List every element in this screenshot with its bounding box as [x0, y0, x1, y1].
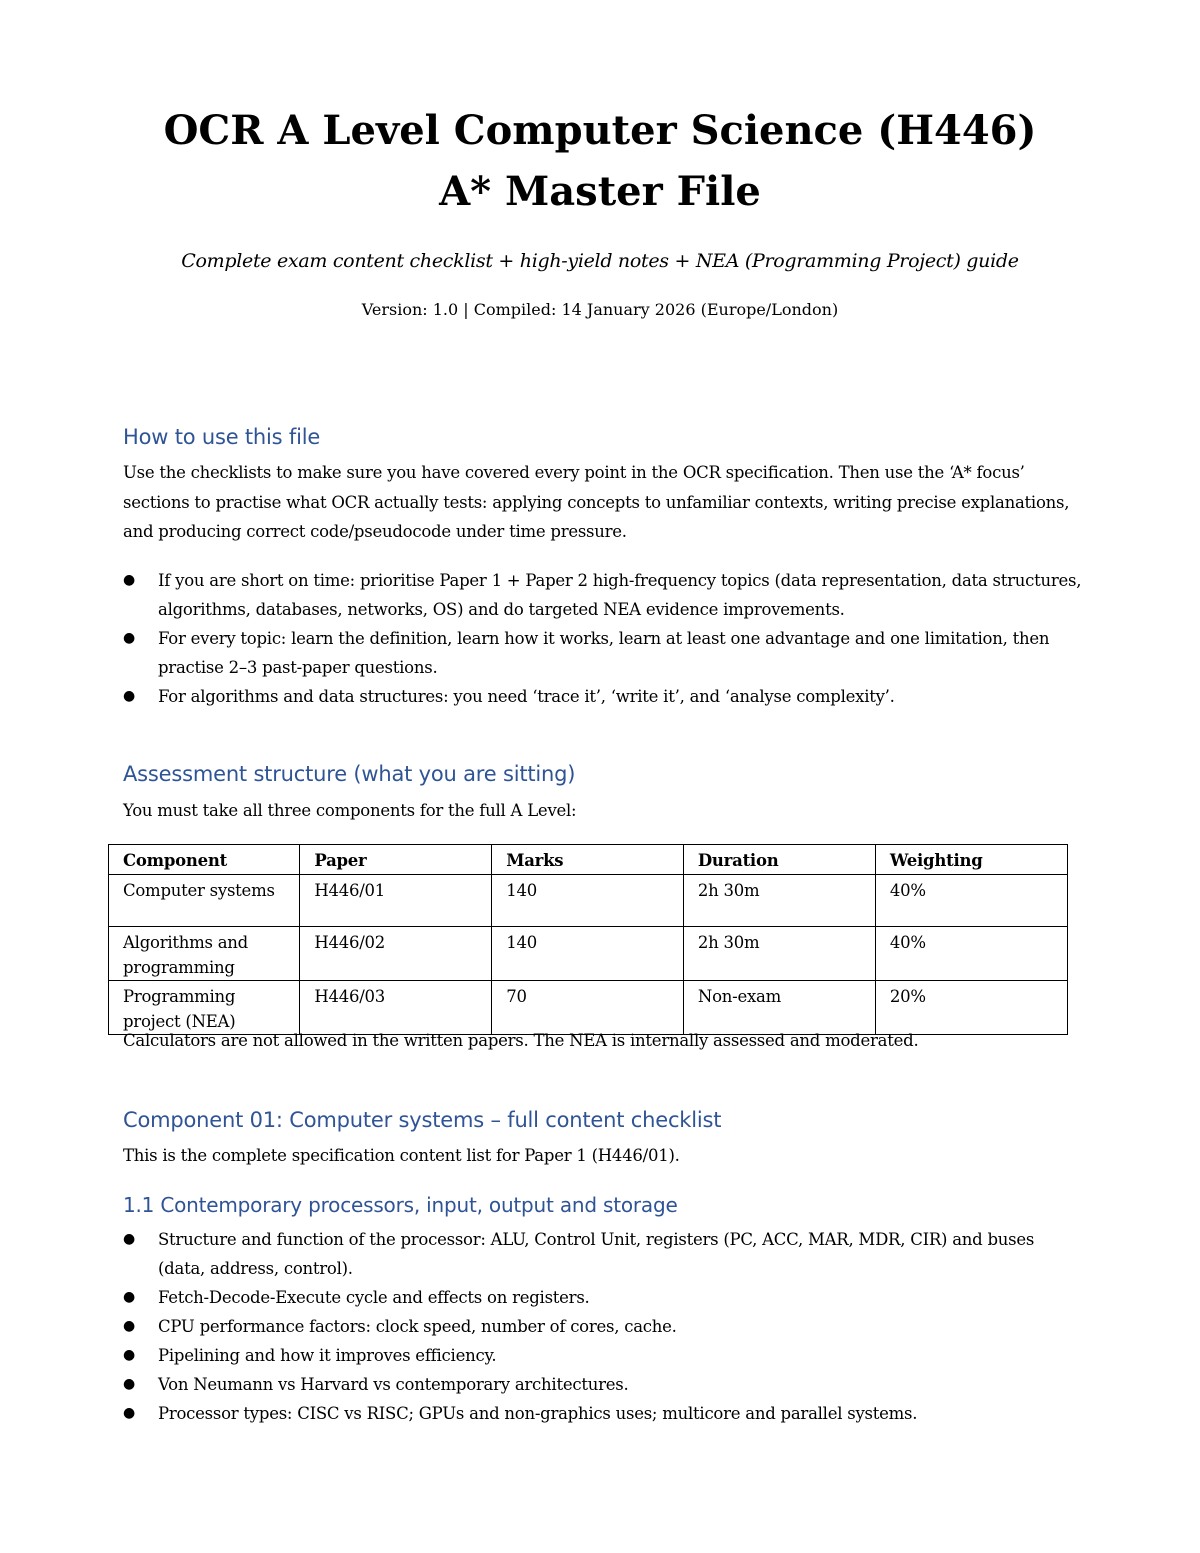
- table-cell: Programming project (NEA): [109, 981, 300, 1035]
- bullet-icon: ●: [123, 1347, 135, 1363]
- list-item: ● For algorithms and data structures: you need ‘trace it’, ‘write it’, and ‘analyse complexity’.: [123, 682, 1083, 711]
- list-item: ● Fetch-Decode-Execute cycle and effects on registers.: [123, 1283, 1083, 1312]
- list-item: ● Pipelining and how it improves efficiency.: [123, 1341, 1083, 1370]
- table-cell: 70: [492, 981, 684, 1035]
- list-item: ● For every topic: learn the definition, learn how it works, learn at least one advantage and one limitation, then practise 2–3 past-paper questions.: [123, 624, 1083, 682]
- table-row: [109, 927, 1068, 981]
- list-item: ● If you are short on time: prioritise Paper 1 + Paper 2 high-frequency topics (data representation, data structures, algorithms, databases, networks, OS) and do targeted NEA evidence improvements.: [123, 566, 1083, 624]
- table-header-cell: Weighting: [875, 845, 1067, 875]
- table-cell: 40%: [875, 927, 1067, 981]
- how-to-use-intro: Use the checklists to make sure you have covered every point in the OCR specification. Then use the ‘A* focus’ sections to practise what OCR actually tests: applying concepts to unfamiliar contexts, writing precise explanations, and producing correct code/pseudocode under time pressure.: [123, 463, 1070, 541]
- table-header-cell: Marks: [492, 845, 684, 875]
- assessment-table: [108, 844, 1068, 1035]
- table-header-row: [109, 845, 1068, 875]
- component-01-intro: This is the complete specification content list for Paper 1 (H446/01).: [123, 1146, 680, 1165]
- table-cell: 2h 30m: [683, 927, 875, 981]
- list-item: ● Processor types: CISC vs RISC; GPUs and non-graphics uses; multicore and parallel systems.: [123, 1399, 1083, 1428]
- table-row: [109, 875, 1068, 927]
- table-header-cell: Duration: [683, 845, 875, 875]
- table-cell: 2h 30m: [683, 875, 875, 927]
- table-cell: H446/01: [300, 875, 492, 927]
- table-cell: Computer systems: [109, 875, 300, 927]
- assessment-note: Calculators are not allowed in the written papers. The NEA is internally assessed and moderated.: [123, 1031, 919, 1050]
- assessment-intro: You must take all three components for the full A Level:: [123, 801, 577, 820]
- table-cell: H446/03: [300, 981, 492, 1035]
- heading-assessment-structure: Assessment structure (what you are sitting): [123, 762, 576, 786]
- bullet-icon: ●: [123, 572, 135, 588]
- table-header-cell: Paper: [300, 845, 492, 875]
- how-to-use-list: [123, 566, 1083, 711]
- bullet-icon: ●: [123, 630, 135, 646]
- document-title: OCR A Level Computer Science (H446): [163, 107, 1037, 154]
- table-cell: 40%: [875, 875, 1067, 927]
- table-cell: H446/02: [300, 927, 492, 981]
- bullet-icon: ●: [123, 1376, 135, 1392]
- table-cell: 140: [492, 927, 684, 981]
- list-item: ● CPU performance factors: clock speed, number of cores, cache.: [123, 1312, 1083, 1341]
- heading-section-1-1: 1.1 Contemporary processors, input, output and storage: [123, 1193, 678, 1217]
- version-line: Version: 1.0 | Compiled: 14 January 2026 (Europe/London): [361, 300, 839, 319]
- section-1-1-list: [123, 1225, 1083, 1428]
- heading-how-to-use: How to use this file: [123, 425, 321, 449]
- table-cell: 140: [492, 875, 684, 927]
- table-cell: 20%: [875, 981, 1067, 1035]
- document-subtitle: Complete exam content checklist + high-yield notes + NEA (Programming Project) guide: [181, 250, 1019, 272]
- table-header-cell: Component: [109, 845, 300, 875]
- table-cell: Non-exam: [683, 981, 875, 1035]
- bullet-icon: ●: [123, 1318, 135, 1334]
- heading-component-01: Component 01: Computer systems – full content checklist: [123, 1108, 722, 1132]
- table-cell: Algorithms and programming: [109, 927, 300, 981]
- document-title-line2: A* Master File: [439, 168, 761, 215]
- list-item: ● Von Neumann vs Harvard vs contemporary architectures.: [123, 1370, 1083, 1399]
- bullet-icon: ●: [123, 1405, 135, 1421]
- bullet-icon: ●: [123, 1231, 135, 1247]
- bullet-icon: ●: [123, 688, 135, 704]
- list-item: ● Structure and function of the processor: ALU, Control Unit, registers (PC, ACC, MAR, MDR, CIR) and buses (data, address, control).: [123, 1225, 1083, 1283]
- bullet-icon: ●: [123, 1289, 135, 1305]
